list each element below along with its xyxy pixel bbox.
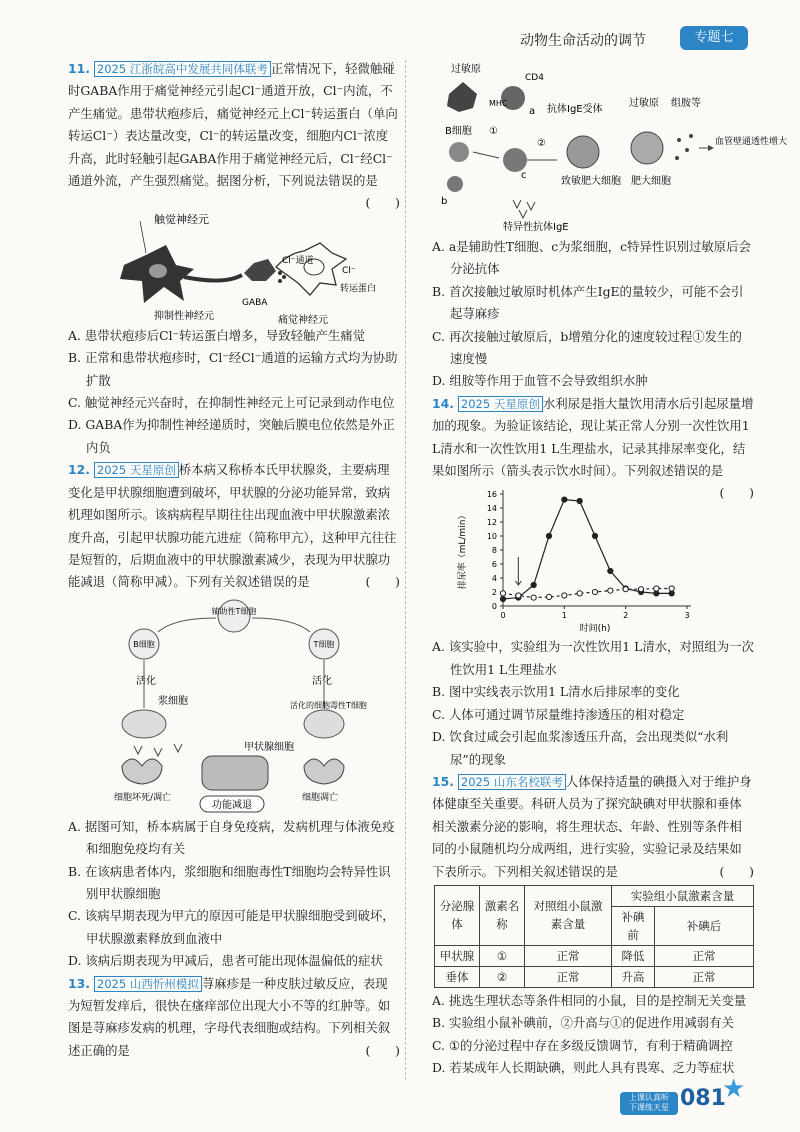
question-number: 11. (68, 61, 90, 76)
mhc-label: MHC (489, 99, 508, 108)
table-row (435, 966, 754, 987)
table-header: 激素名称 (480, 885, 525, 945)
q12-stem (68, 459, 400, 593)
data-point (638, 587, 643, 592)
option-c: C. 该病早期表现为甲亢的原因可能是甲状腺细胞受到破坏，甲状腺激素释放到血液中 (68, 908, 395, 946)
option-d: D. 若某成年人长期缺碘，则此人具有畏寒、乏力等症状 (432, 1060, 735, 1076)
t-cell-label: T细胞 (313, 639, 335, 649)
table-cell: 升高 (612, 966, 655, 987)
table-header: 实验组小鼠激素含量 (612, 885, 754, 906)
slogan-line-2: 下课练天星 (629, 1103, 669, 1112)
y-axis-label: 排尿率（mL/min） (457, 511, 468, 590)
data-point (561, 593, 566, 598)
data-point (577, 591, 582, 596)
option-d: D. 组胺等作用于血管不会导致组织水肿 (432, 373, 648, 389)
answer-blank: ( ) (365, 574, 400, 590)
table-row (435, 945, 754, 966)
left-column (68, 58, 400, 1062)
data-point (546, 534, 551, 539)
answer-blank: ( ) (365, 195, 400, 211)
touch-neuron-label: 触觉神经元 (154, 212, 209, 226)
function-decline-label: 功能减退 (212, 799, 252, 811)
star-logo-icon: ★ (722, 1074, 746, 1104)
allergen-label-2: 过敏原 (629, 98, 659, 109)
table-header: 补碘前 (612, 906, 655, 945)
data-point (561, 497, 566, 502)
label-b: b (441, 196, 448, 207)
y-tick-label: 14 (486, 504, 497, 514)
question-number: 14. (432, 395, 454, 411)
table-cell: 正常 (655, 945, 754, 966)
urticaria-diagram (433, 60, 788, 234)
y-tick-label: 8 (491, 546, 497, 556)
x-axis-label: 时间(h) (579, 624, 611, 635)
question-source: 2025 山西忻州模拟 (94, 976, 202, 992)
table-cell: 垂体 (435, 966, 480, 987)
option-c: C. 人体可通过调节尿量维持渗透压的相对稳定 (432, 706, 685, 722)
x-tick-label: 1 (561, 611, 567, 621)
option-b: B. 图中实线表示饮用1 L清水后排尿率的变化 (432, 684, 680, 700)
option-b: B. 正常和患带状疱疹时，Cl⁻经Cl⁻通道的运输方式均为协助扩散 (68, 350, 398, 388)
option-b: B. 首次接触过敏原时机体产生IgE的量较少，可能不会引起荨麻疹 (432, 283, 744, 322)
q13-stem (68, 973, 400, 1063)
page-number: 081 (680, 1086, 726, 1111)
data-point (546, 595, 551, 600)
histamine-label: 组胺等 (671, 98, 701, 109)
q14-stem-text: 水利尿是指大量饮用清水后引起尿量增加的现象。为验证该结论，现让某正常人分别一次性饮用1 L清水和一次性饮用1 L生理盐水，记录其排尿率变化，结果如图所示（箭头表示饮水时间）。下列叙述错误的是 (432, 395, 754, 479)
plasma-cell-label: 浆细胞 (158, 695, 188, 707)
answer-blank: ( ) (719, 863, 754, 879)
table-cell: ② (480, 966, 525, 987)
q12-stem-text: 桥本病又称桥本氏甲状腺炎，主要病理变化是甲状腺细胞遭到破坏，甲状腺的分泌功能异常，致病机理如图所示。该病病程早期往往出现血液中甲状腺激素浓度升高，引起甲状腺功能亢进症（简称甲亢），这种甲亢往往是短暂的，后期血液中的甲状腺激素减少，表现为甲状腺功能减退（简称甲减）。下列有关叙述错误的是 (68, 462, 397, 590)
th-cell-label: 辅助性T细胞 (211, 606, 257, 616)
cl-label: Cl⁻ (342, 265, 356, 276)
option-c: C. 触觉神经元兴奋时，在抑制性神经元上可记录到动作电位 (68, 395, 395, 411)
b-cell-label: B细胞 (133, 639, 155, 649)
data-point (515, 593, 520, 598)
question-source: 2025 天星原创 (94, 462, 179, 478)
cd4-label: CD4 (525, 73, 544, 83)
y-tick-label: 6 (491, 560, 497, 570)
option-a: A. 据图可知，桥本病属于自身免疫病，发病机理与体液免疫和细胞免疫均有关 (68, 818, 395, 857)
question-source: 2025 山东名校联考 (458, 774, 566, 790)
data-point (500, 597, 505, 602)
urine-rate-chart (451, 484, 701, 634)
hormone-table (434, 885, 754, 988)
option-d: D. 该病后期表现为甲减后，患者可能出现体温偏低的症状 (68, 953, 383, 969)
sensitized-mast-label: 致敏肥大细胞 (561, 176, 621, 187)
question-14 (432, 393, 754, 771)
x-tick-label: 0 (500, 611, 506, 621)
data-point (607, 588, 612, 593)
label-c: c (521, 170, 527, 181)
data-point (653, 586, 658, 591)
question-number: 13. (68, 975, 90, 991)
thyroid-cell-label: 甲状腺细胞 (244, 741, 294, 753)
y-tick-label: 0 (491, 602, 497, 612)
allergen-label-1: 过敏原 (451, 64, 481, 75)
x-tick-label: 2 (622, 611, 628, 621)
data-point (669, 586, 674, 591)
q15-stem (432, 771, 754, 883)
neuron-diagram (84, 212, 384, 326)
slogan-line-1: 上课认真听 (629, 1093, 669, 1102)
table-cell: 降低 (612, 945, 655, 966)
answer-blank: ( ) (719, 485, 754, 501)
answer-blank: ( ) (365, 1042, 400, 1058)
step-2-label: ② (537, 138, 546, 149)
data-point (531, 583, 536, 588)
table-cell: 甲状腺 (435, 945, 480, 966)
data-point (607, 569, 612, 574)
x-tick-label: 3 (684, 611, 690, 621)
question-source: 2025 天星原创 (458, 396, 543, 412)
option-a: A. a是辅助性T细胞、c为浆细胞，c特异性识别过敏原后会分泌抗体 (432, 239, 751, 277)
q13-stem-text: 荨麻疹是一种皮肤过敏反应，表现为短暂发痒后，很快在瘙痒部位出现大小不等的红肿等。如图是荨麻疹发病的机理，字母代表细胞或结构。下列相关叙述正确的是 (68, 975, 391, 1058)
data-point (592, 590, 597, 595)
column-divider (405, 60, 406, 1080)
gaba-label: GABA (242, 297, 268, 308)
ctl-label: 活化的细胞毒性T细胞 (290, 700, 367, 710)
question-15 (432, 771, 754, 1080)
section-tag: 专题七 (680, 26, 748, 50)
step-1-label: ① (489, 126, 498, 137)
table-cell: ① (480, 945, 525, 966)
inhibitory-neuron-label: 抑制性神经元 (154, 310, 214, 322)
option-a: A. 挑选生理状态等条件相同的小鼠，目的是控制无关变量 (432, 992, 747, 1008)
data-point (500, 591, 505, 596)
option-b: B. 实验组小鼠补碘前，②升高与①的促进作用减弱有关 (432, 1015, 734, 1031)
ige-receptor-label: 抗体IgE受体 (547, 104, 603, 115)
apoptosis-label: 细胞凋亡 (302, 792, 339, 803)
option-c: C. ①的分泌过程中存在多级反馈调节，有利于精确调控 (432, 1037, 733, 1053)
activate-label-1: 活化 (136, 675, 156, 687)
question-source: 2025 江浙皖高中发展共同体联考 (94, 61, 271, 77)
table-header: 补碘后 (655, 906, 754, 945)
data-point (592, 534, 597, 539)
q11-stem-text: 正常情况下，轻微触碰时GABA作用于痛觉神经元引起Cl⁻通道开放，Cl⁻内流，不产生痛觉。患带状疱疹后，痛觉神经元上Cl⁻转运蛋白（单向转运Cl⁻）表达量改变，Cl⁻的转运量改变，细胞内Cl⁻浓度升高，此时轻触引起GABA作用于痛觉神经元后，Cl⁻经Cl⁻通道外流，产生强烈痛觉。据图分析，下列说法错误的是 (68, 61, 398, 189)
table-cell: 正常 (525, 945, 612, 966)
question-13 (68, 973, 400, 1063)
y-tick-label: 10 (486, 532, 497, 542)
cl-channel-label: Cl⁻通道 (282, 255, 314, 266)
question-number: 15. (432, 773, 454, 789)
series-line-0 (503, 500, 672, 599)
section-topic: 动物生命活动的调节 (520, 33, 646, 49)
permeability-label: 血管壁通透性增大 (715, 137, 788, 147)
y-tick-label: 16 (486, 490, 497, 500)
question-number: 12. (68, 462, 90, 478)
option-d: D. GABA作为抑制性神经递质时，突触后膜电位依然是外正内负 (68, 417, 395, 455)
q15-stem-text: 人体保持适量的碘摄入对于维护身体健康至关重要。科研人员为了探究缺碘对甲状腺和垂体相关激素分泌的影响，将生理状态、年龄、性别等条件相同的小鼠随机均分成两组，进行实验，实验记录及结果如下表所示。下列相关叙述错误的是 (432, 773, 752, 879)
mast-cell-label: 肥大细胞 (631, 176, 671, 187)
ige-label: 特异性抗体IgE (503, 222, 569, 233)
transporter-label: 转运蛋白 (340, 283, 377, 294)
pain-neuron-body (276, 243, 346, 295)
table-header: 对照组小鼠激素含量 (525, 885, 612, 945)
label-a: a (529, 106, 536, 117)
b-cell-label: B细胞 (445, 126, 472, 137)
question-12 (68, 459, 400, 972)
table-cell: 正常 (655, 966, 754, 987)
option-a: A. 该实验中，实验组为一次性饮用1 L清水，对照组为一次性饮用1 L生理盐水 (432, 639, 754, 677)
y-tick-label: 12 (486, 518, 497, 528)
option-a: A. 患带状疱疹后Cl⁻转运蛋白增多，导致轻触产生痛觉 (68, 327, 366, 343)
footer-slogan (620, 1092, 678, 1115)
option-b: B. 在该病患者体内，浆细胞和细胞毒性T细胞均会特异性识别甲状腺细胞 (68, 863, 391, 901)
y-tick-label: 2 (491, 588, 497, 598)
hashimoto-diagram (94, 596, 374, 814)
question-11 (68, 58, 400, 459)
q11-stem (68, 58, 400, 211)
table-header: 分泌腺体 (435, 885, 480, 945)
necrosis-label: 细胞坏死/凋亡 (114, 792, 172, 803)
data-point (577, 499, 582, 504)
option-d: D. 饮食过咸会引起血浆渗透压升高，会出现类似“水利尿”的现象 (432, 729, 729, 767)
right-column (432, 58, 788, 1080)
y-tick-label: 4 (491, 574, 497, 584)
pain-neuron-label: 痛觉神经元 (278, 314, 328, 326)
data-point (623, 587, 628, 592)
option-c: C. 再次接触过敏原后，b增殖分化的速度较过程①发生的速度慢 (432, 328, 742, 367)
activate-label-2: 活化 (312, 675, 332, 687)
data-point (531, 595, 536, 600)
table-cell: 正常 (525, 966, 612, 987)
